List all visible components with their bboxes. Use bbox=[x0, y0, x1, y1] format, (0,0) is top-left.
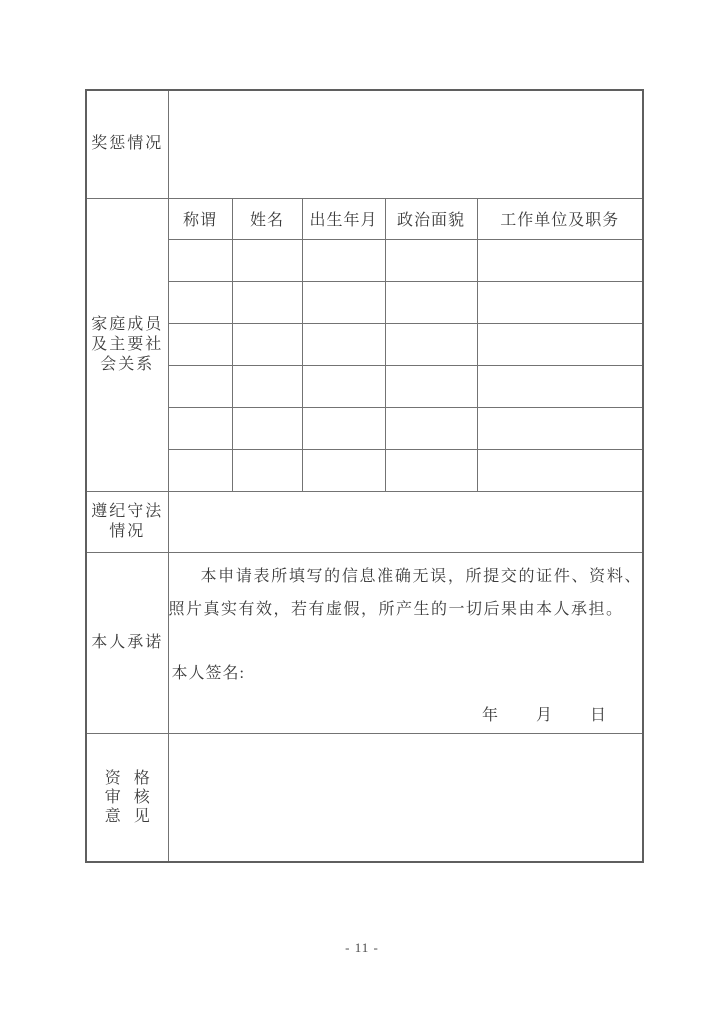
family-data-cell bbox=[168, 407, 232, 449]
review-label-line-3: 意见 bbox=[104, 807, 163, 825]
family-data-cell bbox=[168, 281, 232, 323]
family-data-cell bbox=[232, 323, 302, 365]
rewards-content-cell bbox=[168, 90, 643, 198]
family-label-line-2: 及主要社 bbox=[91, 335, 164, 353]
family-label-cell bbox=[86, 198, 168, 491]
family-data-cell bbox=[168, 449, 232, 491]
law-label-line-2: 情况 bbox=[109, 522, 146, 540]
family-column-header-political-status: 政治面貌 bbox=[385, 198, 477, 239]
family-data-cell bbox=[232, 449, 302, 491]
rewards-row bbox=[86, 90, 643, 198]
review-label-line-2: 审核 bbox=[104, 788, 163, 806]
family-data-cell bbox=[168, 239, 232, 281]
rewards-label: 奖惩情况 bbox=[91, 135, 164, 153]
date-placeholder: 年 月 日 bbox=[482, 706, 609, 724]
family-data-cell bbox=[385, 449, 477, 491]
commitment-label-cell bbox=[86, 552, 168, 733]
commitment-content-cell bbox=[168, 552, 643, 733]
law-content-cell bbox=[168, 491, 643, 552]
family-data-cell bbox=[477, 239, 643, 281]
family-data-cell bbox=[302, 407, 385, 449]
family-column-header-name: 姓名 bbox=[232, 198, 302, 239]
commitment-row bbox=[86, 552, 643, 733]
family-data-cell bbox=[232, 239, 302, 281]
page-number: - 11 - bbox=[345, 940, 379, 955]
review-label-cell bbox=[86, 733, 168, 862]
review-label-line-1: 资格 bbox=[104, 769, 163, 787]
law-label-line-1: 遵纪守法 bbox=[91, 502, 164, 520]
family-data-cell bbox=[477, 365, 643, 407]
family-data-row bbox=[86, 239, 643, 281]
family-data-cell bbox=[385, 407, 477, 449]
application-form-table bbox=[85, 89, 644, 863]
family-data-cell bbox=[385, 239, 477, 281]
family-label-line-1: 家庭成员 bbox=[91, 315, 164, 333]
family-column-header-title: 称谓 bbox=[168, 198, 232, 239]
rewards-label-cell bbox=[86, 90, 168, 198]
family-column-header-workunit: 工作单位及职务 bbox=[477, 198, 643, 239]
family-data-cell bbox=[232, 365, 302, 407]
family-data-cell bbox=[385, 365, 477, 407]
signature-label: 本人签名: bbox=[171, 664, 245, 682]
family-data-cell bbox=[302, 323, 385, 365]
family-header-row bbox=[86, 198, 643, 239]
commitment-statement: 本申请表所填写的信息准确无误，所提交的证件、资料、照片真实有效，若有虚假，所产生的一切后果由本人承担。 bbox=[168, 567, 643, 618]
family-column-header-birthdate: 出生年月 bbox=[302, 198, 385, 239]
family-data-cell bbox=[232, 407, 302, 449]
review-row bbox=[86, 733, 643, 862]
family-data-cell bbox=[302, 449, 385, 491]
family-data-cell bbox=[302, 239, 385, 281]
family-data-cell bbox=[168, 323, 232, 365]
law-row bbox=[86, 491, 643, 552]
family-data-cell bbox=[477, 449, 643, 491]
review-content-cell bbox=[168, 733, 643, 862]
family-data-cell bbox=[477, 407, 643, 449]
family-data-cell bbox=[477, 281, 643, 323]
family-data-cell bbox=[477, 323, 643, 365]
family-data-cell bbox=[302, 281, 385, 323]
family-data-row bbox=[86, 365, 643, 407]
family-data-cell bbox=[385, 323, 477, 365]
family-label-line-3: 会关系 bbox=[100, 355, 155, 373]
family-data-row bbox=[86, 407, 643, 449]
law-label-cell bbox=[86, 491, 168, 552]
family-data-cell bbox=[232, 281, 302, 323]
family-data-row bbox=[86, 323, 643, 365]
commitment-label: 本人承诺 bbox=[91, 633, 164, 651]
family-data-row bbox=[86, 449, 643, 491]
family-data-cell bbox=[385, 281, 477, 323]
family-data-cell bbox=[302, 365, 385, 407]
family-data-row bbox=[86, 281, 643, 323]
family-data-cell bbox=[168, 365, 232, 407]
